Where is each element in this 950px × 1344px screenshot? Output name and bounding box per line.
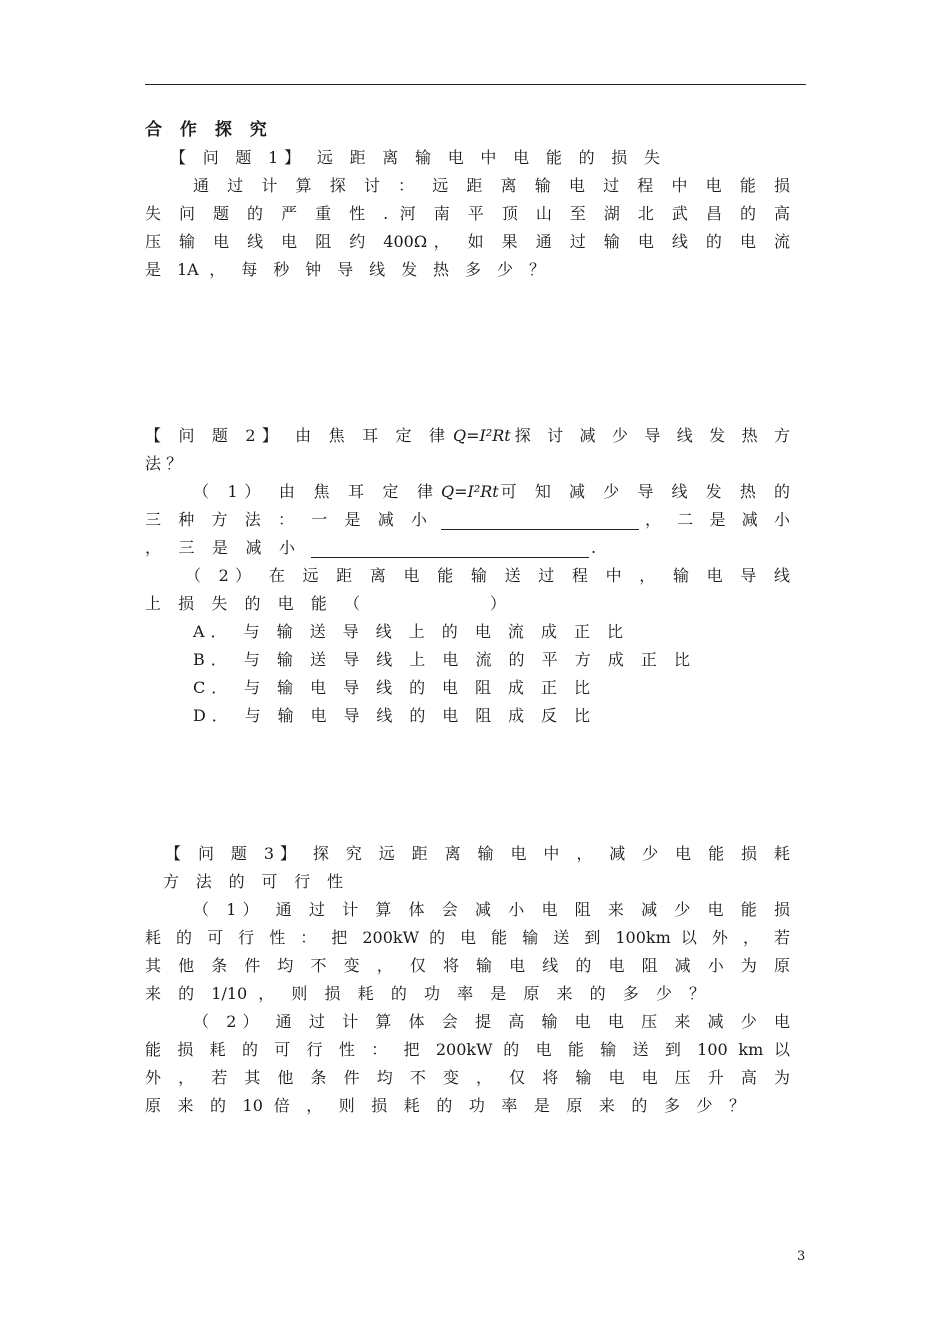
q3-p2-line1: （ 2） 通 过 计 算 体 会 提 高 输 电 电 压 来 减 少 电 [193, 1012, 790, 1031]
answer-blank-2[interactable] [311, 541, 589, 558]
q2-p1-formula: Q=I²Rt [441, 482, 499, 501]
q3-p2-line4: 原 来 的 10 倍 ， 则 损 耗 的 功 率 是 原 来 的 多 少 ？ [145, 1096, 745, 1115]
page-number: 3 [797, 1249, 806, 1264]
q3-p1-line1: （ 1） 通 过 计 算 体 会 减 小 电 阻 来 减 少 电 能 损 [193, 900, 790, 919]
q3-p1-line4: 来 的 1/10 ， 则 损 耗 的 功 率 是 原 来 的 多 少 ？ [145, 984, 705, 1003]
q3-p1-line3: 其 他 条 件 均 不 变 ， 仅 将 输 电 线 的 电 阻 减 小 为 原 [145, 956, 790, 975]
answer-blank-1[interactable] [441, 513, 639, 530]
q3-title: 【 问 题 3】 探 究 远 距 离 输 电 中 ， 减 少 电 能 损 耗 [165, 844, 790, 863]
q2-p1-line3: ， 三 是 减 小 . [145, 538, 597, 557]
q2-title-line2: 法 ？ [145, 454, 183, 473]
option-c[interactable]: C． 与 输 电 导 线 的 电 阻 成 正 比 [193, 678, 590, 697]
option-a[interactable]: A． 与 输 送 导 线 上 的 电 流 成 正 比 [193, 622, 623, 641]
answer-bracket-space[interactable] [360, 594, 490, 614]
section-heading: 合 作 探 究 [145, 120, 273, 140]
q1-line-4: 是 1A ， 每 秒 钟 导 线 发 热 多 少 ？ [145, 260, 545, 279]
q3-p2-line2: 能 损 耗 的 可 行 性 ： 把 200kW 的 电 能 输 送 到 100 km 以 [145, 1040, 790, 1059]
q2-p2-line1: （ 2） 在 远 距 离 电 能 输 送 过 程 中 ， 输 电 导 线 [185, 566, 790, 585]
q2-p2-line2: 上 损 失 的 电 能 （ ） [145, 594, 507, 613]
q2-p1-line1: （ 1） 由 焦 耳 定 律 Q=I²Rt 可 知 减 少 导 线 发 热 的 [193, 482, 790, 501]
q1-line-3: 压 输 电 线 电 阻 约 400Ω， 如 果 通 过 输 电 线 的 电 流 [145, 232, 790, 251]
q1-line-1: 通 过 计 算 探 讨 ： 远 距 离 输 电 过 程 中 电 能 损 [193, 176, 790, 195]
q3-p1-line2: 耗 的 可 行 性 ： 把 200kW 的 电 能 输 送 到 100km 以 外 ， 若 [145, 928, 790, 947]
q2-title [145, 426, 790, 446]
header-rule [145, 84, 806, 85]
q2-p1-line2: 三 种 方 法 ： 一 是 减 小 ， 二 是 减 小 [145, 510, 790, 529]
q3-title-line2: 方 法 的 可 行 性 [163, 872, 343, 891]
option-b[interactable]: B． 与 输 送 导 线 上 电 流 的 平 方 成 正 比 [193, 650, 690, 669]
q1-title: 【 问 题 1】 远 距 离 输 电 中 电 能 的 损 失 [170, 148, 660, 167]
q2-formula: Q=I²Rt [453, 426, 511, 445]
q3-p2-line3: 外 ， 若 其 他 条 件 均 不 变 ， 仅 将 输 电 电 压 升 高 为 [145, 1068, 790, 1087]
option-d[interactable]: D． 与 输 电 导 线 的 电 阻 成 反 比 [193, 706, 590, 725]
q2-title-pre: 【 问 题 2】 由 焦 耳 定 律 [145, 426, 445, 445]
q1-line-2: 失 问 题 的 严 重 性 . 河 南 平 顶 山 至 湖 北 武 昌 的 高 [145, 204, 790, 223]
q2-title-post: 探 讨 减 少 导 线 发 热 方 [514, 426, 790, 445]
